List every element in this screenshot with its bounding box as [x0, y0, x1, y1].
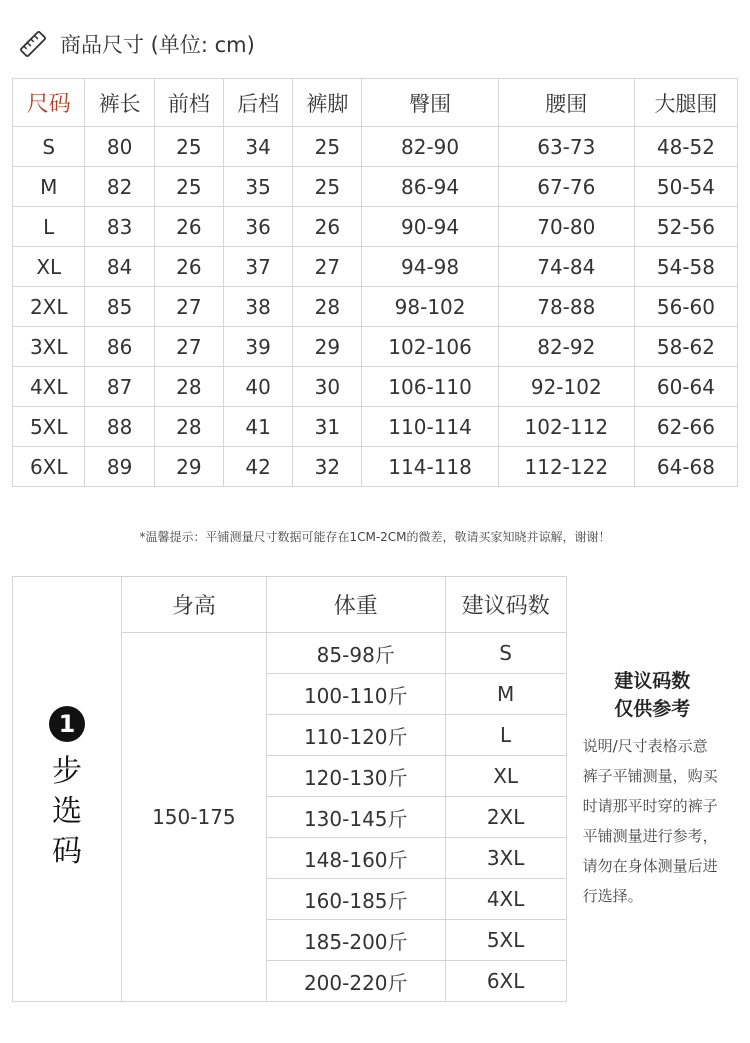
size-cell: 36: [223, 207, 292, 247]
step-char: 选: [51, 794, 82, 829]
size-cell: 94-98: [362, 247, 498, 287]
size-header-cell: 腰围: [498, 79, 634, 127]
weight-cell: 200-220斤: [266, 961, 445, 1002]
size-cell: 87: [85, 367, 154, 407]
size-cell: 89: [85, 447, 154, 487]
size-header-cell: 后档: [223, 79, 292, 127]
size-header-row: [13, 79, 738, 127]
ruler-icon: [18, 29, 48, 59]
size-cell: 37: [223, 247, 292, 287]
size-cell: 82: [85, 167, 154, 207]
size-cell: 26: [293, 207, 362, 247]
size-cell: 110-114: [362, 407, 498, 447]
size-cell: 67-76: [498, 167, 634, 207]
size-header-cell: 前档: [154, 79, 223, 127]
size-cell: 90-94: [362, 207, 498, 247]
size-cell: 54-58: [634, 247, 737, 287]
size-cell: 83: [85, 207, 154, 247]
size-cell: 39: [223, 327, 292, 367]
size-header-cell: 尺码: [13, 79, 85, 127]
size-cell: 58-62: [634, 327, 737, 367]
size-cell: 48-52: [634, 127, 737, 167]
advice-title: 仅供参考: [614, 698, 691, 720]
size-code-cell: L: [445, 715, 566, 756]
size-cell: 25: [293, 127, 362, 167]
size-cell: XL: [13, 247, 85, 287]
size-header-cell: 臀围: [362, 79, 498, 127]
size-cell: 40: [223, 367, 292, 407]
size-row: [13, 247, 738, 287]
step-char: 码: [51, 834, 82, 869]
advice-title: 建议码数: [614, 670, 691, 692]
advice-cell: [566, 577, 738, 1002]
size-cell: 86-94: [362, 167, 498, 207]
rec-header-cell: 体重: [266, 577, 445, 633]
step-number-icon: 1: [49, 706, 85, 742]
size-row: [13, 407, 738, 447]
size-cell: 28: [293, 287, 362, 327]
size-cell: 85: [85, 287, 154, 327]
size-cell: 29: [154, 447, 223, 487]
rec-header-cell: 身高: [121, 577, 266, 633]
advice-body: 说明/尺寸表格示意裤子平铺测量，购买时请那平时穿的裤子平铺测量进行参考，请勿在身体测量后进行选择。: [582, 737, 718, 905]
size-cell: M: [13, 167, 85, 207]
size-cell: S: [13, 127, 85, 167]
size-cell: 50-54: [634, 167, 737, 207]
size-row: [13, 287, 738, 327]
size-cell: 38: [223, 287, 292, 327]
size-cell: 2XL: [13, 287, 85, 327]
size-cell: 30: [293, 367, 362, 407]
size-cell: 102-106: [362, 327, 498, 367]
size-row: [13, 327, 738, 367]
size-cell: 5XL: [13, 407, 85, 447]
size-cell: 34: [223, 127, 292, 167]
size-cell: 92-102: [498, 367, 634, 407]
size-cell: 114-118: [362, 447, 498, 487]
rec-header-cell: 建议码数: [445, 577, 566, 633]
size-cell: 56-60: [634, 287, 737, 327]
size-cell: 80: [85, 127, 154, 167]
size-header-cell: 大腿围: [634, 79, 737, 127]
size-cell: 82-90: [362, 127, 498, 167]
weight-cell: 120-130斤: [266, 756, 445, 797]
size-cell: L: [13, 207, 85, 247]
size-cell: 86: [85, 327, 154, 367]
size-cell: 64-68: [634, 447, 737, 487]
weight-cell: 85-98斤: [266, 633, 445, 674]
size-cell: 6XL: [13, 447, 85, 487]
size-cell: 84: [85, 247, 154, 287]
title-text: 商品尺寸 (单位: cm): [60, 33, 255, 57]
recommendation-table: [12, 576, 738, 1002]
size-cell: 27: [154, 287, 223, 327]
size-cell: 63-73: [498, 127, 634, 167]
size-cell: 112-122: [498, 447, 634, 487]
size-cell: 88: [85, 407, 154, 447]
size-code-cell: 4XL: [445, 879, 566, 920]
size-cell: 78-88: [498, 287, 634, 327]
size-row: [13, 207, 738, 247]
measurement-note: *温馨提示：平铺测量尺寸数据可能存在1CM-2CM的微差，敬请买家知晓并谅解，谢谢！: [139, 530, 611, 544]
size-cell: 26: [154, 207, 223, 247]
size-cell: 25: [154, 127, 223, 167]
size-cell: 52-56: [634, 207, 737, 247]
size-code-cell: 2XL: [445, 797, 566, 838]
size-cell: 102-112: [498, 407, 634, 447]
weight-cell: 110-120斤: [266, 715, 445, 756]
page-title: [18, 26, 255, 62]
size-code-cell: XL: [445, 756, 566, 797]
size-cell: 26: [154, 247, 223, 287]
step-label: [13, 706, 121, 872]
size-header-cell: 裤长: [85, 79, 154, 127]
weight-cell: 130-145斤: [266, 797, 445, 838]
size-cell: 25: [154, 167, 223, 207]
size-row: [13, 167, 738, 207]
weight-cell: 160-185斤: [266, 879, 445, 920]
size-table: [12, 78, 738, 487]
step-char: 步: [51, 754, 82, 789]
size-code-cell: 3XL: [445, 838, 566, 879]
size-code-cell: 6XL: [445, 961, 566, 1002]
size-cell: 3XL: [13, 327, 85, 367]
weight-cell: 148-160斤: [266, 838, 445, 879]
size-cell: 4XL: [13, 367, 85, 407]
size-cell: 28: [154, 367, 223, 407]
size-row: [13, 367, 738, 407]
size-header-cell: 裤脚: [293, 79, 362, 127]
size-cell: 106-110: [362, 367, 498, 407]
size-cell: 31: [293, 407, 362, 447]
size-cell: 25: [293, 167, 362, 207]
size-cell: 35: [223, 167, 292, 207]
size-cell: 28: [154, 407, 223, 447]
size-cell: 82-92: [498, 327, 634, 367]
size-cell: 98-102: [362, 287, 498, 327]
size-cell: 27: [154, 327, 223, 367]
size-cell: 70-80: [498, 207, 634, 247]
weight-cell: 100-110斤: [266, 674, 445, 715]
size-cell: 27: [293, 247, 362, 287]
step-cell: [13, 577, 122, 1002]
size-cell: 32: [293, 447, 362, 487]
size-code-cell: 5XL: [445, 920, 566, 961]
size-cell: 29: [293, 327, 362, 367]
size-row: [13, 127, 738, 167]
size-row: [13, 447, 738, 487]
size-cell: 42: [223, 447, 292, 487]
size-cell: 74-84: [498, 247, 634, 287]
size-cell: 60-64: [634, 367, 737, 407]
height-cell: 150-175: [121, 633, 266, 1002]
size-cell: 62-66: [634, 407, 737, 447]
size-cell: 41: [223, 407, 292, 447]
size-code-cell: S: [445, 633, 566, 674]
weight-cell: 185-200斤: [266, 920, 445, 961]
size-code-cell: M: [445, 674, 566, 715]
rec-header-row: [13, 577, 739, 633]
